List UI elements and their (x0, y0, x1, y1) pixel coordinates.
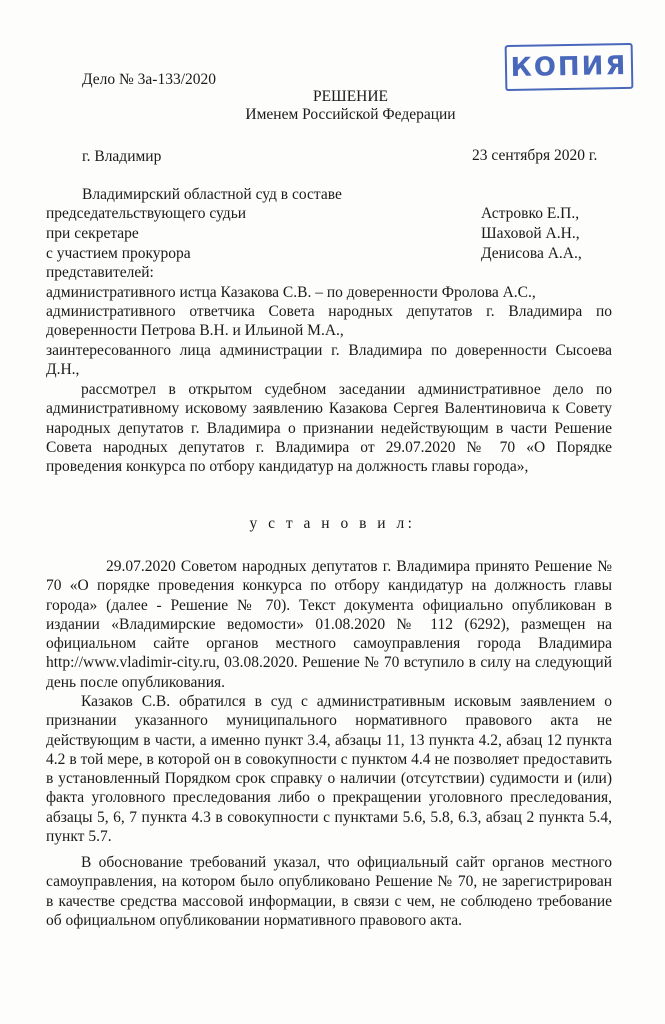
considered-paragraph: рассмотрел в открытом судебном заседании административное дело по административному исковому заявлению Казакова Сергея Валентиновича к Совету народных депутатов г. Владимира о признании недействующим в части Решение Совета народных депутатов г. Владимира от 29.07.2020 № 70 «О Порядке проведения конкурса по отбору кандидатур на должность главы города», (46, 381, 612, 476)
copy-stamp: КОПИЯ (505, 43, 634, 91)
case-number: Дело № 3а-133/2020 (82, 71, 217, 88)
representative-plaintiff: административного истца Казакова С.В. – по доверенности Фролова А.С., (46, 284, 536, 301)
prosecutor-name: Денисова А.А., (481, 245, 582, 262)
body-paragraph-1: 29.07.2020 Советом народных депутатов г. Владимира принято Решение № 70 «О порядке проведения конкурса по отбору кандидатур на должность главы города» (далее - Решение № 70). Текст документа официально опубликован в издании «Владимирские ведомости» 01.08.2020 № 112 (6292), размещен на официальном сайте органов местного самоуправления города Владимира http://www.vladimir-city.ru, 03.08.2020. Решение № 70 вступило в силу на следующий день после опубликования. (46, 558, 612, 691)
prosecutor-label: с участием прокурора (46, 245, 191, 262)
decision-date: 23 сентября 2020 г. (472, 147, 598, 164)
representative-defendant: административного ответчика Совета народных депутатов г. Владимира по доверенности Петрова В.Н. и Ильиной М.А., (46, 303, 612, 340)
established-heading: у с т а н о в и л: (249, 515, 416, 532)
secretary-name: Шаховой А.Н., (481, 225, 580, 242)
body-paragraph-3: В обоснование требований указал, что официальный сайт органов местного самоуправления, на котором было опубликовано Решение № 70, не зарегистрирован в качестве средства массовой информации, в связи с чем, не соблюдено требование об официальном опубликовании нормативного правового акта. (46, 854, 612, 929)
representative-interested-party: заинтересованного лица администрации г. Владимира по доверенности Сысоева Д.Н., (46, 342, 612, 379)
city: г. Владимир (82, 148, 162, 165)
secretary-label: при секретаре (46, 225, 139, 242)
judge-label: председательствующего судьи (46, 205, 247, 222)
judge-name: Астровко Е.П., (481, 205, 580, 222)
representatives-label: представителей: (46, 264, 154, 281)
body-paragraph-2: Казаков С.В. обратился в суд с административным исковым заявлением о признании указанного муниципального нормативного правового акта не действующим в части, а именно пункт 3.4, абзацы 11, 13 пункта 4.2, абзац 12 пункта 4.2 в той мере, в которой он в совокупности с пунктом 4.4 не позволяет предоставить в установленный Порядком срок справку о наличии (отсутствии) судимости и (или) факта уголовного преследования либо о прекращении уголовного преследования, абзацы 5, 6, 7 пункта 4.3 в совокупности с пунктами 5.6, 5.8, 6.3, абзац 2 пункта 5.4, пункт 5.7. (46, 693, 612, 846)
document-subtitle: Именем Российской Федерации (245, 106, 456, 123)
document-title: РЕШЕНИЕ (312, 88, 389, 105)
court-intro: Владимирский областной суд в составе (82, 186, 342, 203)
